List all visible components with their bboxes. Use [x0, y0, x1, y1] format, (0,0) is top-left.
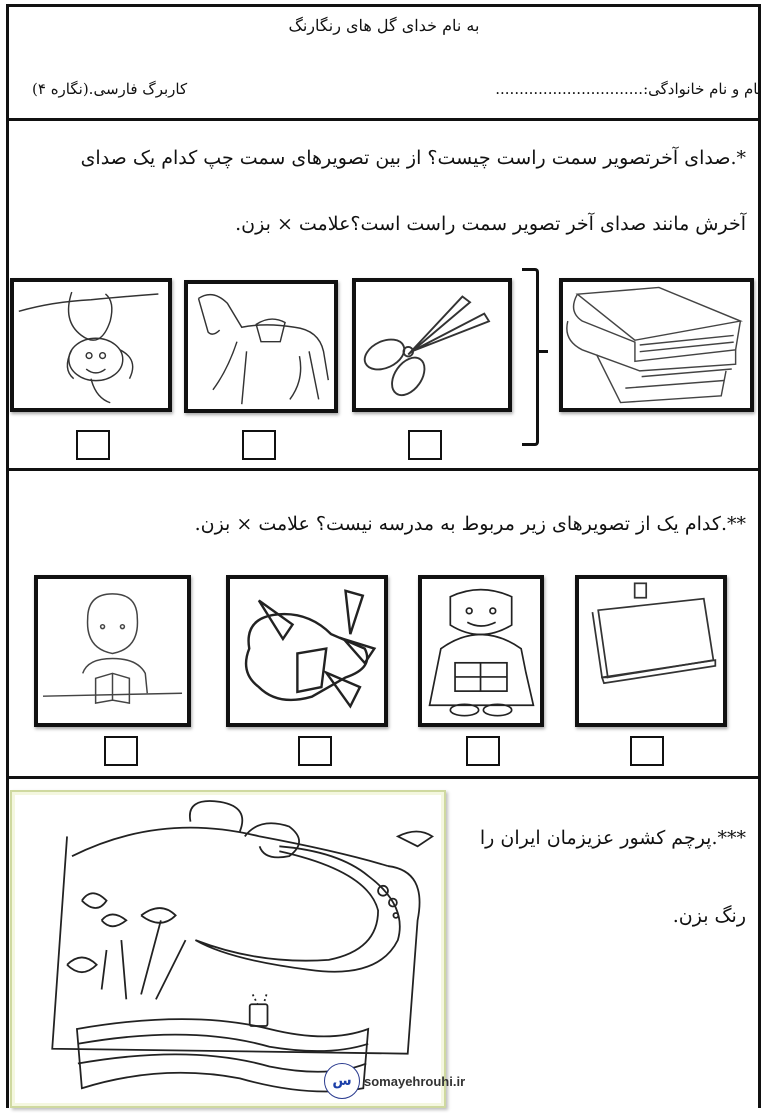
section-divider-2 [6, 776, 758, 779]
question3-line2: رنگ بزن. [672, 905, 746, 927]
option-image-whiteboard [575, 575, 727, 727]
checkbox-whiteboard[interactable] [630, 736, 664, 766]
bracket-tick [536, 350, 548, 353]
option-image-horse [184, 280, 338, 413]
boy-reading-icon [38, 579, 187, 723]
option-image-scissors [352, 278, 512, 412]
option-image-girl-with-gift [418, 575, 544, 727]
question1-line2: آخرش مانند صدای آخر تصویر سمت راست است؟علامت × بزن. [235, 213, 746, 235]
name-field-label: نام و نام خانوادگی: [643, 80, 762, 98]
watermark-logo-icon: س [324, 1063, 360, 1099]
flag-coloring-image [10, 790, 446, 1108]
scissors-icon [356, 282, 508, 408]
horse-icon [188, 284, 334, 409]
checkbox-boy-reading[interactable] [104, 736, 138, 766]
worksheet-label: کاربرگ فارسی.(نگاره ۴) [32, 80, 188, 98]
books-icon [563, 282, 750, 408]
checkbox-monkey[interactable] [76, 430, 110, 460]
monkey-icon [14, 282, 168, 408]
question1-line1: *.صدای آخرتصویر سمت راست چیست؟ از بین تصویرهای سمت چپ کدام یک صدای [80, 147, 746, 169]
header-divider [6, 118, 758, 121]
girl-with-gift-icon [422, 579, 540, 723]
section-divider-1 [6, 468, 758, 471]
checkbox-horse[interactable] [242, 430, 276, 460]
option-image-airplane [226, 575, 388, 727]
name-field[interactable] [495, 80, 762, 98]
watermark [324, 1063, 465, 1099]
checkbox-girl-with-gift[interactable] [466, 736, 500, 766]
name-field-value[interactable]: ............................... [495, 80, 644, 98]
page-title: به نام خدای گل های رنگارنگ [288, 16, 480, 35]
checkbox-airplane[interactable] [298, 736, 332, 766]
reference-image-books [559, 278, 754, 412]
question2-text: **.کدام یک از تصویرهای زیر مربوط به مدرسه نیست؟ علامت × بزن. [194, 513, 746, 535]
option-image-monkey [10, 278, 172, 412]
airplane-icon [230, 579, 384, 723]
iran-flag-coloring-icon [12, 792, 444, 1106]
question3-line1: ***.پرچم کشور عزیزمان ایران را [479, 827, 746, 849]
checkbox-scissors[interactable] [408, 430, 442, 460]
bracket-divider [522, 268, 539, 446]
option-image-boy-reading [34, 575, 191, 727]
watermark-text: somayehrouhi.ir [364, 1073, 466, 1089]
whiteboard-icon [579, 579, 723, 723]
